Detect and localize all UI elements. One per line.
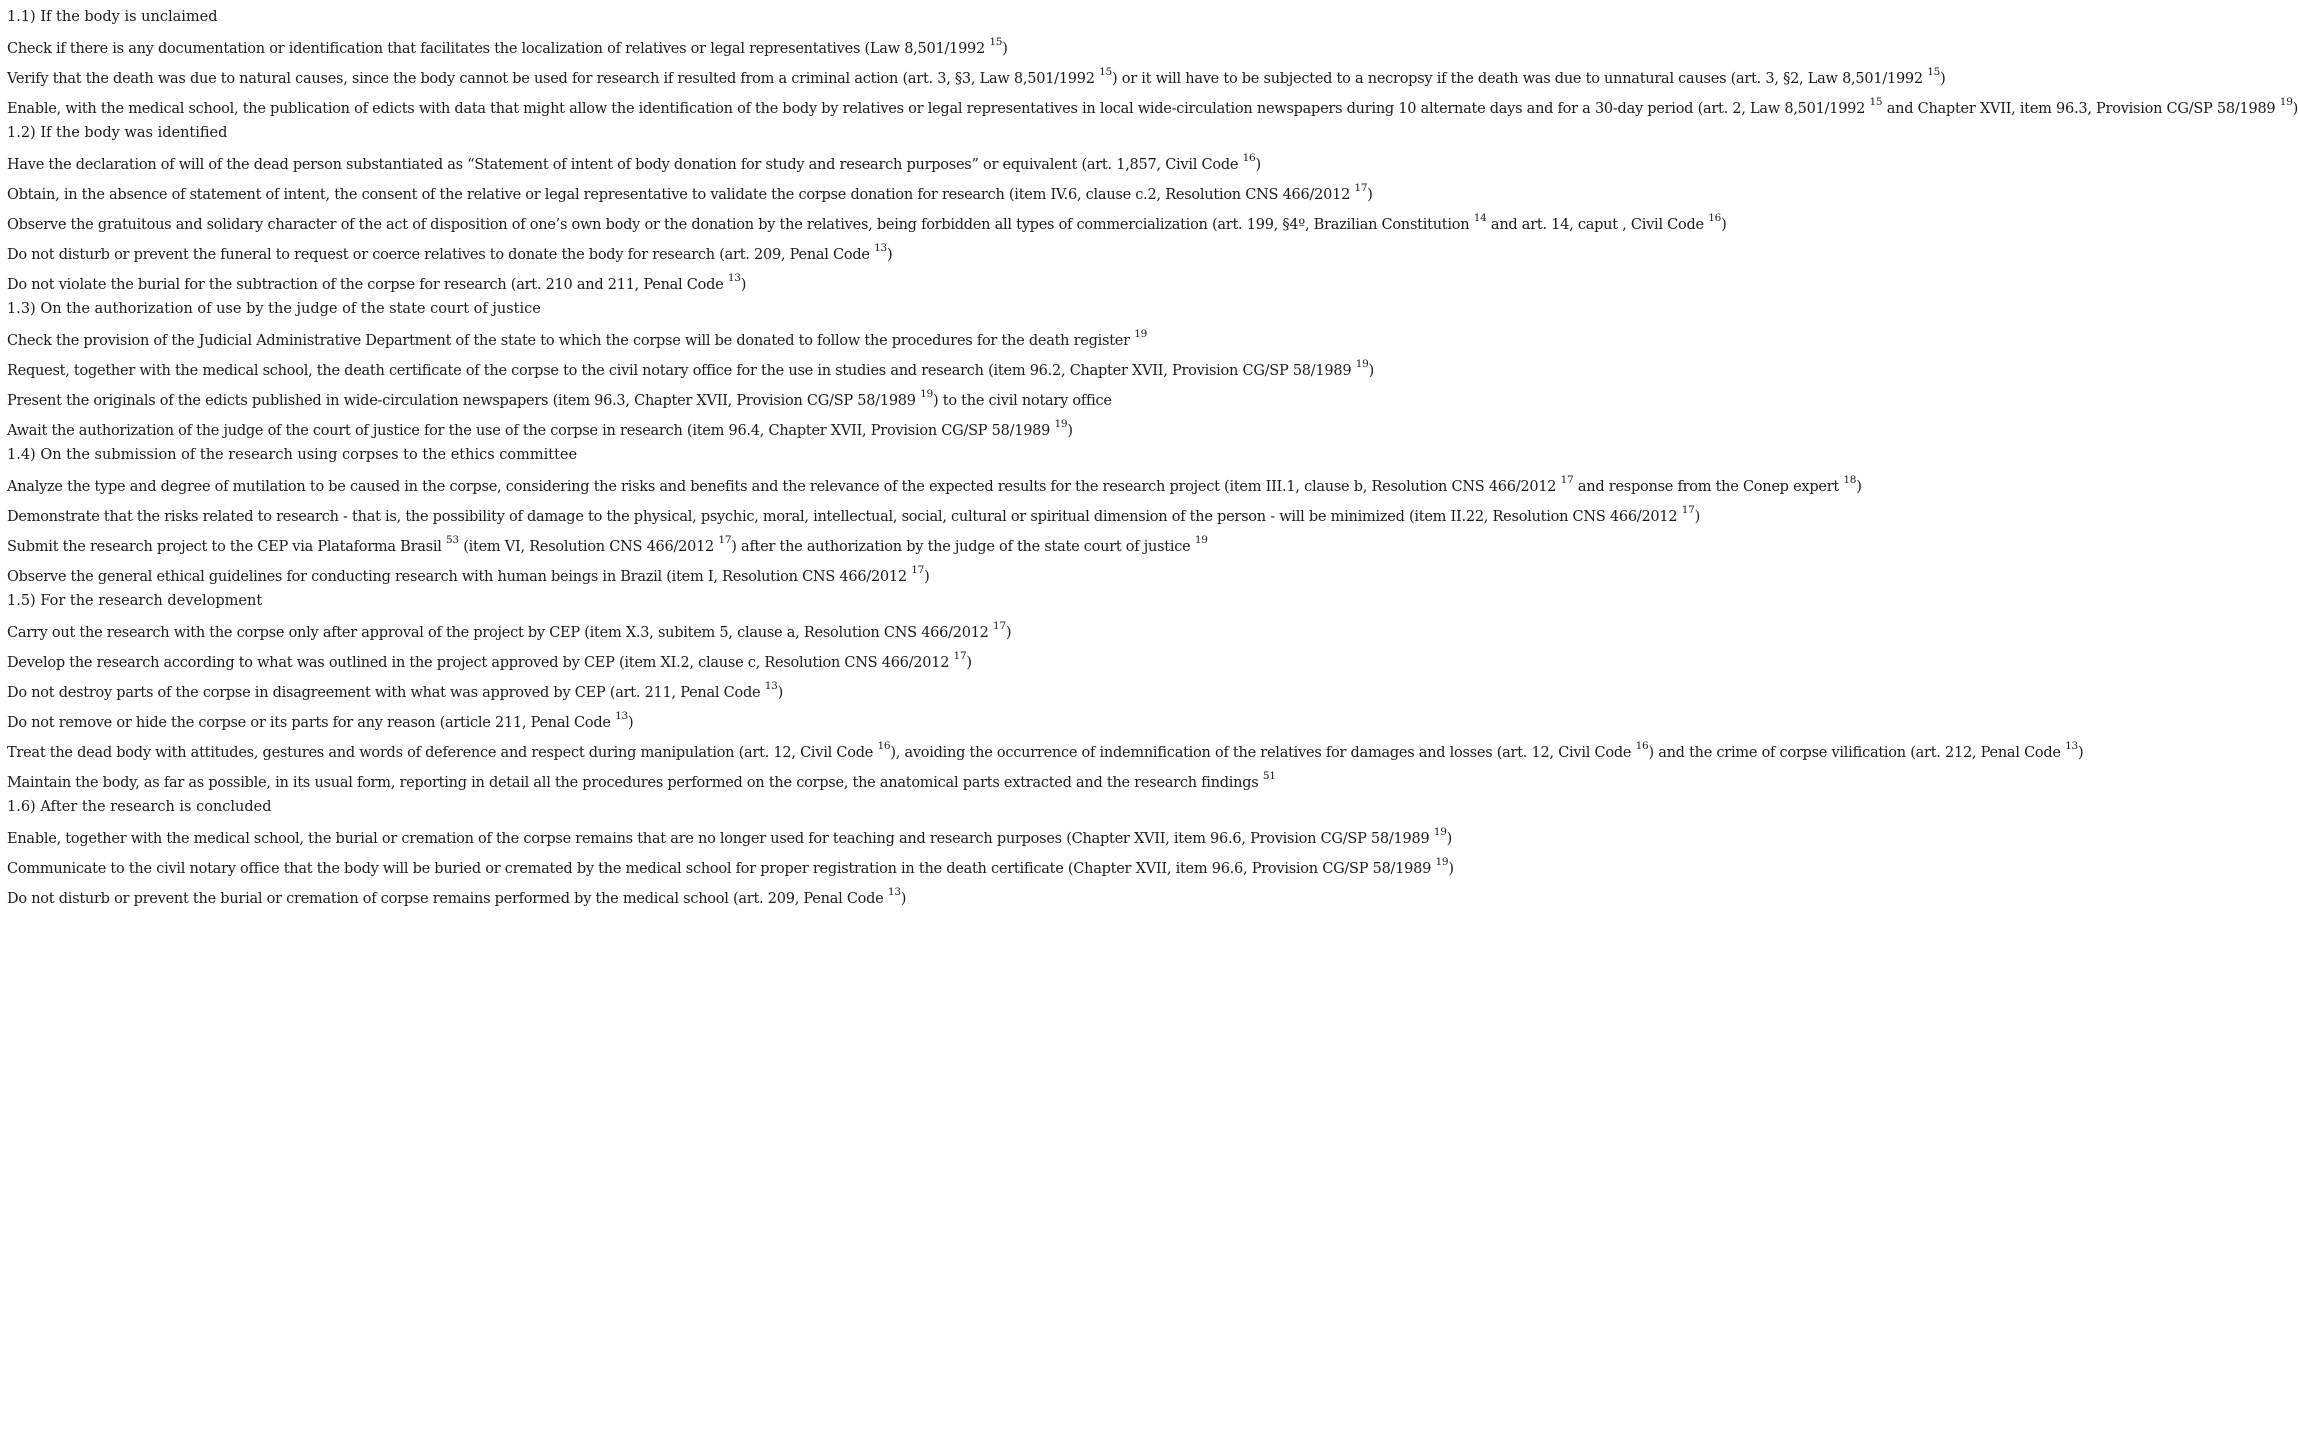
item-text: ) — [1940, 71, 1946, 87]
item-text: ) — [886, 247, 893, 263]
list-item — [7, 386, 2177, 416]
reference-number: 19 — [1054, 418, 1068, 430]
item-text: ) — [2292, 101, 2298, 117]
item-text: Do not destroy parts of the corpse in disagreement with what was approved by CEP (art. 211, Penal Code — [7, 685, 765, 701]
item-text: Enable, with the medical school, the publication of edicts with data that might allow the identification of the body by relatives or legal representatives in local wide-circulation newspapers during 10 alternate days and for a 30-day period (art. 2, Law 8,501/1992 — [7, 101, 1870, 117]
item-text: ) — [627, 715, 634, 731]
item-text: ) — [1067, 423, 1073, 439]
item-text: ) — [1367, 187, 1373, 203]
list-item — [7, 618, 2177, 648]
list-item — [7, 94, 2298, 124]
section-heading: 1.1) If the body is unclaimed — [7, 9, 218, 25]
item-text: Do not disturb or prevent the funeral to request or coerce relatives to donate the body for research (art. 209, Penal Code — [7, 247, 875, 263]
section — [7, 124, 2177, 300]
item-text: Do not violate the burial for the subtraction of the corpse for research (art. 210 and 211, Penal Code — [7, 277, 728, 293]
item-text: ) — [1694, 509, 1700, 525]
list-item — [7, 648, 2177, 678]
item-text: ) or it will have to be subjected to a necropsy if the death was due to unnatural causes (art. 3, §2, Law 8,501/1992 — [1111, 71, 1928, 87]
reference-number: 16 — [1242, 152, 1256, 164]
reference-number: 13 — [874, 242, 887, 254]
item-text: Request, together with the medical school, the death certificate of the corpse to the civil notary office for the use in studies and research (item 96.2, Chapter XVII, Provision CG/SP 58/1989 — [7, 363, 1356, 379]
list-item — [7, 472, 2177, 502]
item-text: Develop the research according to what was outlined in the project approved by CEP (item XI.2, clause c, Resolution CNS 466/2012 — [7, 655, 954, 671]
reference-number: 53 — [446, 534, 459, 546]
document-body — [7, 8, 2298, 914]
item-text: Analyze the type and degree of mutilation to be caused in the corpse, considering the risks and benefits and the relevance of the expected results for the research project (item III.1, clause b, Resolution CNS 466/2012 — [7, 479, 1561, 495]
list-item — [7, 416, 2177, 446]
item-text: ) — [966, 655, 972, 671]
section-heading: 1.5) For the research development — [7, 593, 263, 609]
item-text: Carry out the research with the corpse only after approval of the project by CEP (item X.3, subitem 5, clause a, Resolution CNS 466/2012 — [7, 625, 994, 641]
reference-number: 13 — [615, 710, 628, 722]
section — [7, 446, 2177, 592]
reference-number: 13 — [727, 272, 741, 284]
item-text: ) — [1448, 861, 1454, 877]
reference-number: 15 — [1099, 66, 1112, 78]
item-text: ) — [924, 569, 930, 585]
section-heading: 1.2) If the body was identified — [7, 125, 228, 141]
reference-number: 18 — [1843, 474, 1857, 486]
list-item — [7, 356, 2177, 386]
list-item — [7, 502, 2177, 532]
item-text: ) — [1721, 217, 1727, 233]
list-item — [7, 64, 2177, 94]
reference-number: 16 — [877, 740, 891, 752]
item-text: Do not disturb or prevent the burial or cremation of corpse remains performed by the medical school (art. 209, Penal Code — [7, 891, 888, 907]
reference-number: 16 — [1635, 740, 1649, 752]
reference-number: 15 — [989, 36, 1003, 48]
item-text: Observe the general ethical guidelines for conducting research with human beings in Brazil (item I, Resolution CNS 466/2012 — [7, 569, 912, 585]
list-item — [7, 150, 2177, 180]
list-item — [7, 562, 2177, 592]
list-item — [7, 180, 2177, 210]
reference-number: 16 — [1708, 212, 1722, 224]
section — [7, 798, 2177, 914]
item-text: Check if there is any documentation or identification that facilitates the localization of relatives or legal representatives (Law 8,501/1992 — [7, 41, 990, 57]
item-text: (item VI, Resolution CNS 466/2012 — [458, 539, 719, 555]
item-text: ) to the civil notary office — [933, 393, 1112, 409]
item-text: Enable, together with the medical school, the burial or cremation of the corpse remains that are no longer used for teaching and research purposes (Chapter XVII, item 96.6, Provision CG/SP 58/1989 — [7, 831, 1434, 847]
reference-number: 19 — [1134, 328, 1148, 340]
list-item — [7, 768, 2177, 798]
item-text: ) — [900, 891, 907, 907]
list-item — [7, 678, 2177, 708]
list-item — [7, 738, 2177, 768]
reference-number: 14 — [1473, 212, 1487, 224]
reference-number: 19 — [1194, 534, 1208, 546]
item-text: ) — [777, 685, 783, 701]
section-heading: 1.6) After the research is concluded — [7, 799, 272, 815]
reference-number: 15 — [1927, 66, 1941, 78]
item-text: Check the provision of the Judicial Administrative Department of the state to which the corpse will be donated to follow the procedures for the death register — [7, 333, 1135, 349]
item-text: ) — [1005, 625, 1012, 641]
list-item — [7, 824, 2177, 854]
reference-number: 17 — [993, 620, 1006, 632]
reference-number: 17 — [1681, 504, 1695, 516]
list-item — [7, 326, 2177, 356]
reference-number: 15 — [1869, 96, 1883, 108]
list-item — [7, 34, 2177, 64]
item-text: and response from the Conep expert — [1573, 479, 1844, 495]
list-item — [7, 270, 2177, 300]
item-text: ) — [2078, 745, 2084, 761]
item-text: Await the authorization of the judge of the court of justice for the use of the corpse in research (item 96.4, Chapter XVII, Provision CG/SP 58/1989 — [7, 423, 1055, 439]
item-text: and art. 14, caput , Civil Code — [1486, 217, 1709, 233]
reference-number: 17 — [911, 564, 925, 576]
item-text: ) — [1255, 157, 1261, 173]
section-heading: 1.4) On the submission of the research using corpses to the ethics committee — [7, 447, 578, 463]
item-text: ) — [1002, 41, 1008, 57]
reference-number: 17 — [953, 650, 967, 662]
item-text: and Chapter XVII, item 96.3, Provision CG/SP 58/1989 — [1882, 101, 2280, 117]
list-item — [7, 854, 2177, 884]
reference-number: 19 — [920, 388, 933, 400]
reference-number: 17 — [1354, 182, 1368, 194]
item-text: Maintain the body, as far as possible, in its usual form, reporting in detail all the procedures performed on the corpse, the anatomical parts extracted and the research findings — [7, 775, 1263, 791]
item-text: ) and the crime of corpse vilification (art. 212, Penal Code — [1648, 745, 2066, 761]
section — [7, 300, 2177, 446]
item-text: Demonstrate that the risks related to research - that is, the possibility of damage to the physical, psychic, moral, intellectual, social, cultural or spiritual dimension of the person - will be minimized (item II.22, Resolution CNS 466/2012 — [7, 509, 1682, 525]
item-text: ), avoiding the occurrence of indemnification of the relatives for damages and losses (art. 12, Civil Code — [890, 745, 1636, 761]
list-item — [7, 210, 2177, 240]
reference-number: 17 — [1560, 474, 1574, 486]
item-text: ) — [740, 277, 747, 293]
item-text: Do not remove or hide the corpse or its parts for any reason (article 211, Penal Code — [7, 715, 616, 731]
list-item — [7, 708, 2177, 738]
list-item — [7, 240, 2177, 270]
item-text: Verify that the death was due to natural causes, since the body cannot be used for research if resulted from a criminal action (art. 3, §3, Law 8,501/1992 — [7, 71, 1100, 87]
section-heading: 1.3) On the authorization of use by the judge of the state court of justice — [7, 301, 541, 317]
reference-number: 19 — [1355, 358, 1369, 370]
section — [7, 592, 2177, 798]
item-text: Present the originals of the edicts published in wide-circulation newspapers (item 96.3, Chapter XVII, Provision CG/SP 58/1989 — [7, 393, 921, 409]
item-text: Have the declaration of will of the dead person substantiated as “Statement of intent of body donation for study and research purposes” or equivalent (art. 1,857, Civil Code — [7, 157, 1243, 173]
item-text: ) — [1446, 831, 1453, 847]
item-text: ) — [1856, 479, 1862, 495]
reference-number: 19 — [1435, 856, 1449, 868]
item-text: Submit the research project to the CEP via Plataforma Brasil — [7, 539, 446, 555]
reference-number: 19 — [2279, 96, 2293, 108]
item-text: ) after the authorization by the judge of the state court of justice — [731, 539, 1195, 555]
reference-number: 13 — [2065, 740, 2078, 752]
item-text: Communicate to the civil notary office that the body will be buried or cremated by the medical school for proper registration in the death certificate (Chapter XVII, item 96.6, Provision CG/SP 58/1989 — [7, 861, 1436, 877]
item-text: Observe the gratuitous and solidary character of the act of disposition of one’s own body or the donation by the relatives, being forbidden all types of commercialization (art. 199, §4º, Brazilian Constitution — [7, 217, 1474, 233]
list-item — [7, 884, 2177, 914]
reference-number: 13 — [887, 886, 901, 898]
reference-number: 19 — [1433, 826, 1447, 838]
reference-number: 13 — [764, 680, 778, 692]
item-text: ) — [1368, 363, 1374, 379]
reference-number: 17 — [718, 534, 732, 546]
section — [7, 8, 2298, 124]
item-text: Treat the dead body with attitudes, gestures and words of deference and respect during manipulation (art. 12, Civil Code — [7, 745, 878, 761]
list-item — [7, 532, 2177, 562]
item-text: Obtain, in the absence of statement of intent, the consent of the relative or legal representative to validate the corpse donation for research (item IV.6, clause c.2, Resolution CNS 466/2012 — [7, 187, 1355, 203]
reference-number: 51 — [1262, 770, 1276, 782]
